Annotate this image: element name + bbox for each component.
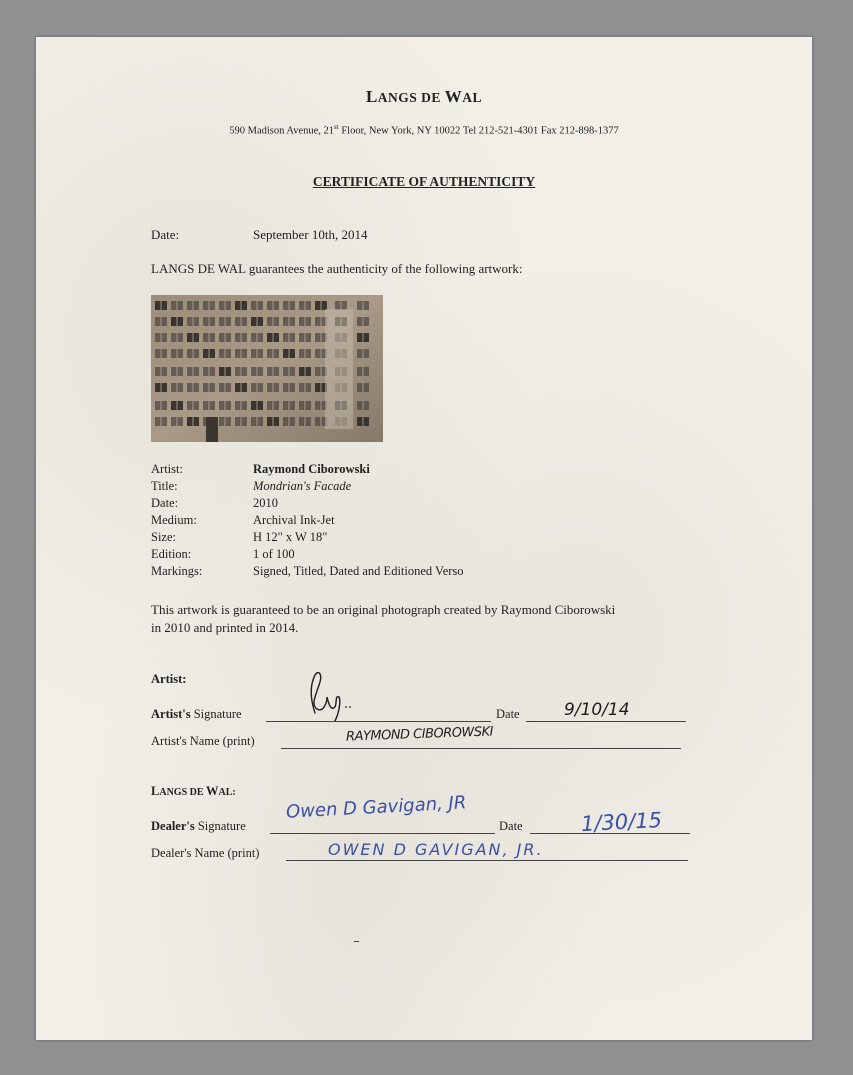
dealer-signature-line [270,833,495,834]
artist-value: Raymond Ciborowski [253,462,370,476]
title-label: Title: [151,479,178,493]
guarantee-statement: LANGS DE WAL guarantees the authenticity of the following artwork: [151,261,523,276]
artist-signature-label: Artist's Signature [151,707,242,721]
edition-label: Edition: [151,547,192,561]
artwork-photo [151,295,383,442]
size-label: Size: [151,530,176,544]
artist-name-line [281,748,681,749]
artist-signature-line [266,721,491,722]
markings-label: Markings: [151,564,203,578]
dealer-handwritten-date: 1/30/15 [580,807,663,837]
artist-label: Artist: [151,462,183,476]
statement-line-1: This artwork is guaranteed to be an original photograph created by Raymond Ciborowski [151,602,616,617]
title-value: Mondrian's Facade [253,479,352,493]
document-title: CERTIFICATE OF AUTHENTICITY [312,174,536,189]
artwork-date-label: Date: [151,496,179,510]
dealer-signature-label: Dealer's Signature [151,819,246,833]
artist-signature [301,665,361,725]
artist-handwritten-name: RAYMOND CIBOROWSKI [345,724,494,745]
artist-name-label: Artist's Name (print) [151,734,255,748]
dealer-handwritten-name: OWEN D GAVIGAN, JR. [328,840,544,859]
medium-label: Medium: [151,513,197,527]
artist-handwritten-date: 9/10/14 [564,700,630,720]
size-value: H 12" x W 18" [253,530,328,544]
statement-line-2: in 2010 and printed in 2014. [151,620,299,635]
date-label: Date: [151,227,180,242]
company-address: 590 Madison Avenue, 21st Floor, New York, NY 10022 Tel 212-521-4301 Fax 212-898-1377 [229,123,619,137]
dealer-section-heading: LANGS DE WAL: [151,784,236,798]
artist-date-line [526,721,686,722]
dealer-name-line [286,860,688,861]
artwork-date-value: 2010 [253,496,278,510]
company-name: LANGS DE WAL [365,87,483,106]
markings-value: Signed, Titled, Dated and Editioned Verso [253,564,464,578]
edition-value: 1 of 100 [253,547,295,561]
date-value: September 10th, 2014 [253,227,368,242]
artist-section-heading: Artist: [151,672,187,686]
medium-value: Archival Ink-Jet [253,513,335,527]
artist-date-label: Date [496,707,520,721]
dealer-name-label: Dealer's Name (print) [151,846,260,860]
paper-mark [354,941,359,942]
certificate-paper [36,37,812,1040]
dealer-handwritten-signature: Owen D Gavigan, JR [285,792,467,823]
dealer-date-label: Date [499,819,523,833]
